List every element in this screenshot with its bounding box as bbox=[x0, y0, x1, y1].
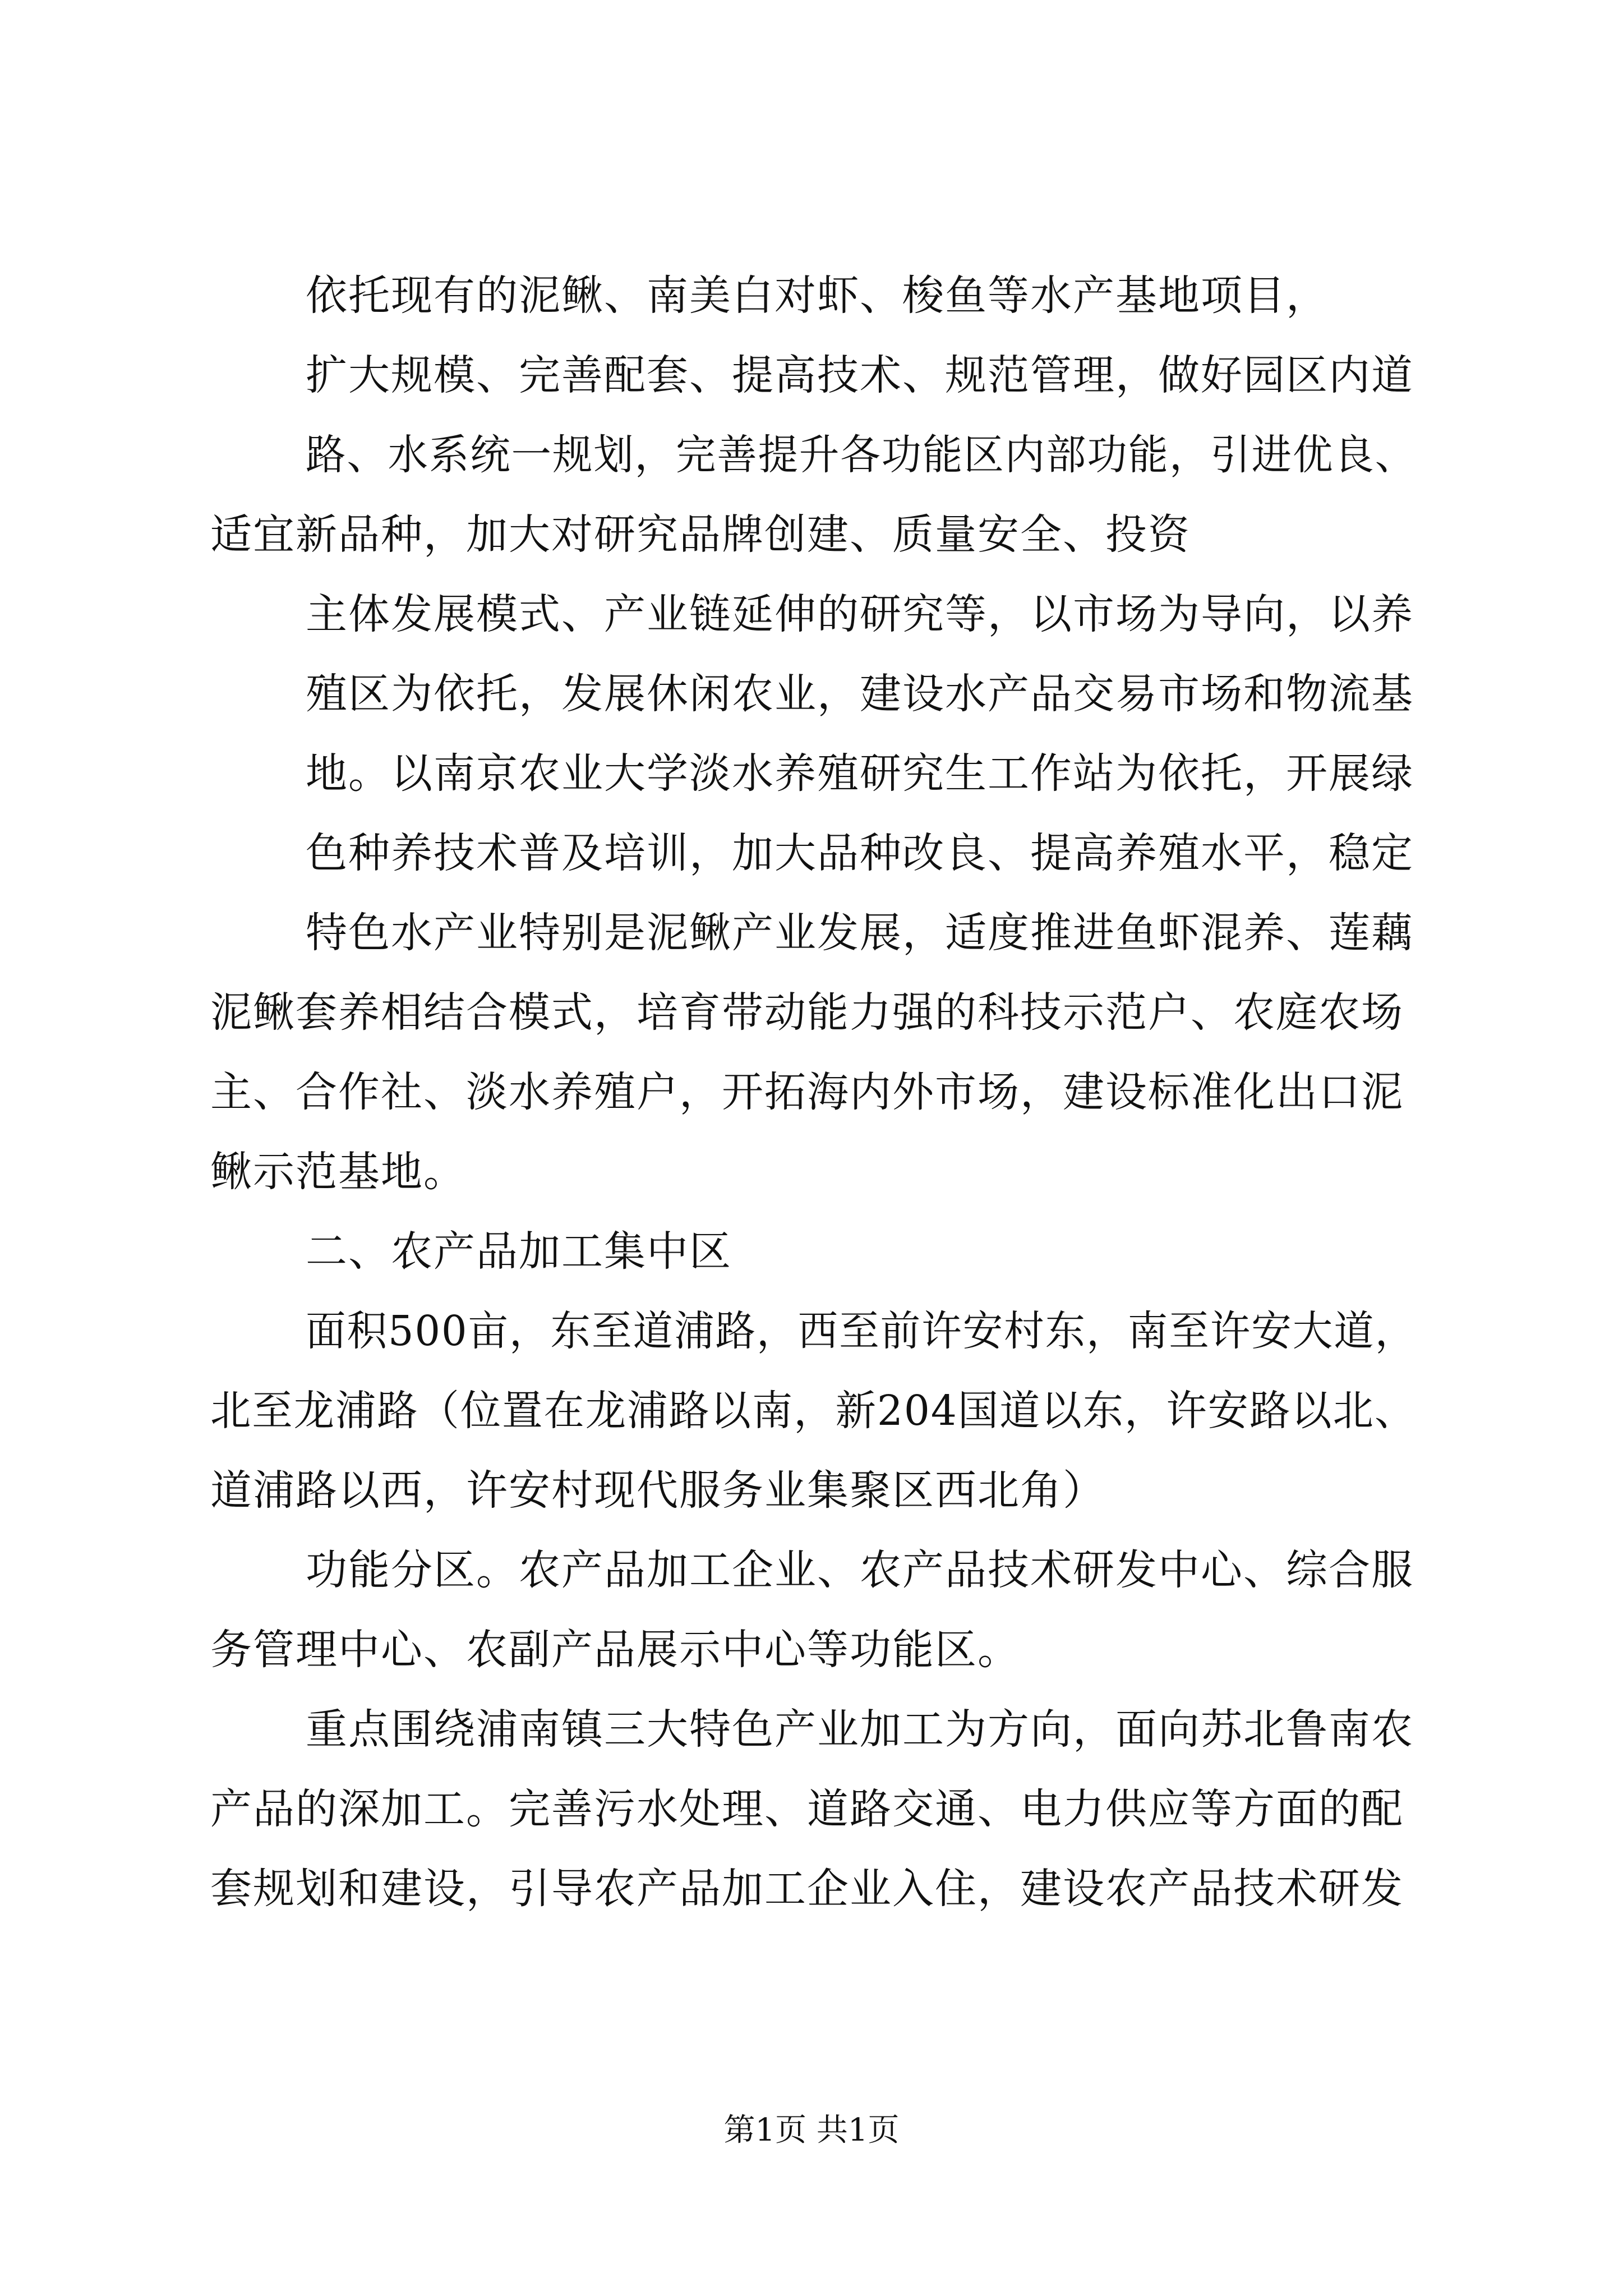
text-line-9: 特色水产业特别是泥鳅产业发展，适度推进鱼虾混养、莲藕 bbox=[306, 909, 1414, 957]
text-line-4: 适宜新品种，加大对研究品牌创建、质量安全、投资 bbox=[210, 510, 1191, 559]
text-line-12: 鳅示范基地。 bbox=[210, 1148, 466, 1196]
text-line-2: 扩大规模、完善配套、提高技术、规范管理，做好园区内道 bbox=[306, 351, 1414, 399]
page-footer: 第1页 共1页 bbox=[723, 2112, 900, 2148]
text-line-19: 重点围绕浦南镇三大特色产业加工为方向，面向苏北鲁南农 bbox=[306, 1705, 1414, 1754]
text-line-8: 色种养技术普及培训，加大品种改良、提高养殖水平，稳定 bbox=[306, 829, 1414, 877]
text-line-11: 主、合作社、淡水养殖户，开拓海内外市场，建设标准化出口泥 bbox=[210, 1068, 1404, 1116]
text-line-18: 务管理中心、农副产品展示中心等功能区。 bbox=[210, 1626, 1020, 1674]
text-line-21: 套规划和建设，引导农产品加工企业入住，建设农产品技术研发 bbox=[210, 1865, 1404, 1913]
text-line-16: 道浦路以西，许安村现代服务业集聚区西北角） bbox=[210, 1466, 1105, 1515]
section-heading: 二、农产品加工集中区 bbox=[306, 1227, 732, 1276]
text-line-17: 功能分区。农产品加工企业、农产品技术研发中心、综合服 bbox=[306, 1546, 1414, 1594]
text-line-7: 地。以南京农业大学淡水养殖研究生工作站为依托，开展绿 bbox=[306, 749, 1414, 798]
text-line-6: 殖区为依托，发展休闲农业，建设水产品交易市场和物流基 bbox=[306, 670, 1414, 718]
text-line-5: 主体发展模式、产业链延伸的研究等，以市场为导向，以养 bbox=[306, 590, 1414, 638]
text-line-1: 依托现有的泥鳅、南美白对虾、梭鱼等水产基地项目， bbox=[306, 272, 1329, 320]
text-line-15: 北至龙浦路（位置在龙浦路以南，新204国道以东，许安路以北、 bbox=[210, 1387, 1417, 1435]
text-line-3: 路、水系统一规划，完善提升各功能区内部功能，引进优良、 bbox=[306, 431, 1416, 479]
text-line-20: 产品的深加工。完善污水处理、道路交通、电力供应等方面的配 bbox=[210, 1785, 1404, 1833]
text-line-10: 泥鳅套养相结合模式，培育带动能力强的科技示范户、农庭农场 bbox=[210, 988, 1404, 1037]
text-line-14: 面积500亩，东至道浦路，西至前许安村东，南至许安大道， bbox=[306, 1307, 1417, 1355]
